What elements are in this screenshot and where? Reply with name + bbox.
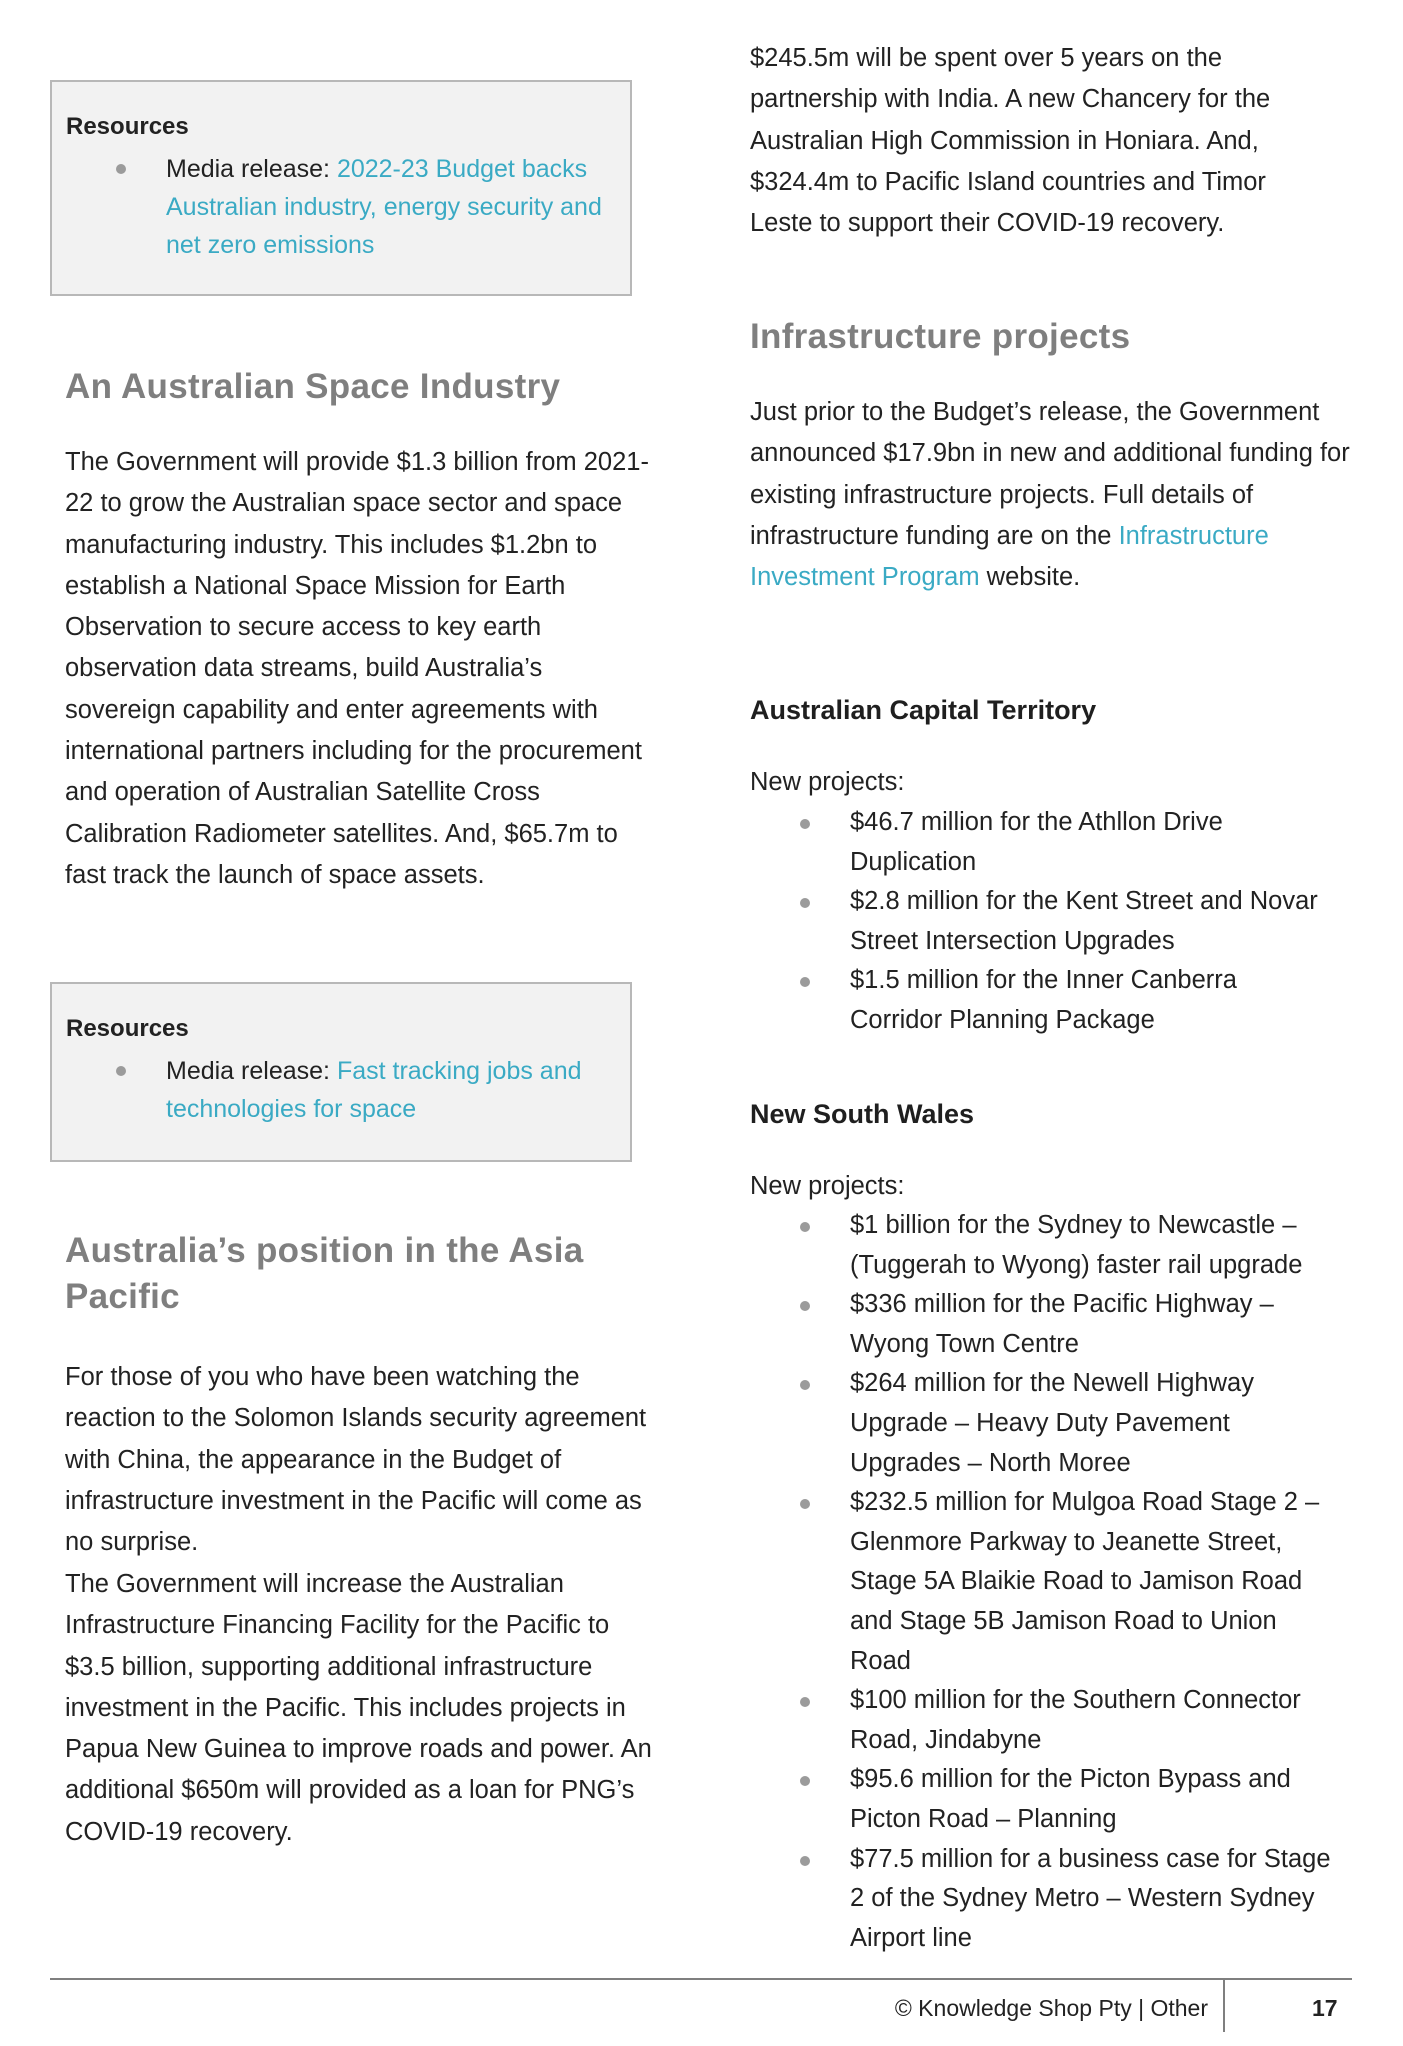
list-item-text: $336 million for the Pacific Highway – Wyong Town Centre [850,1290,1274,1358]
asia-pacific-body-1: For those of you who have been watching the reaction to the Solomon Islands security agreement with China, the appearance in the Budget of infrastructure investment in the Pacific will come as no surprise. [65,1363,647,1557]
bullet-icon [800,1499,810,1509]
nsw-project-list [750,1206,1335,1958]
list-item-text: $100 million for the Southern Connector Road, Jindabyne [850,1686,1301,1754]
bullet-icon [800,977,810,987]
footer-rule [50,1978,1352,1980]
list-item [750,1840,1335,1959]
media-release-prefix: Media release: [166,155,337,183]
list-item-text: $95.6 million for the Picton Bypass and Picton Road – Planning [850,1765,1291,1833]
infrastructure-investment-program-link[interactable]: Infrastructure Investment Program [750,521,1269,592]
infrastructure-body-text: Just prior to the Budget’s release, the Government announced $17.9bn in new and additional funding for existing infrastructure projects. Full details of infrastructure funding are on the [750,398,1350,550]
nsw-heading: New South Wales [750,1099,975,1129]
resources-list [66,1052,616,1128]
footer-divider [1223,1980,1225,2032]
footer-copyright: © Knowledge Shop Pty | Other [894,1995,1208,2021]
list-item [750,1483,1335,1681]
nsw-new-projects-label: New projects: [750,1172,905,1200]
resources-title: Resources [66,1015,189,1042]
act-new-projects-label: New projects: [750,768,905,796]
infrastructure-heading: Infrastructure projects [750,317,1131,356]
list-item-text: $1 billion for the Sydney to Newcastle – (Tuggerah to Wyong) faster rail upgrade [850,1211,1303,1279]
media-release-prefix: Media release: [166,1057,337,1085]
asia-pacific-heading: Australia’s position in the Asia Pacific [65,1231,584,1316]
infrastructure-body-end: website. [979,563,1081,592]
list-item [750,1364,1335,1483]
list-item [750,1285,1335,1364]
bullet-icon [116,1066,126,1076]
list-item [750,1206,1335,1285]
list-item-text: $1.5 million for the Inner Canberra Corridor Planning Package [850,966,1237,1034]
bullet-icon [800,819,810,829]
bullet-icon [800,1301,810,1311]
bullet-icon [800,1776,810,1786]
list-item-text: $232.5 million for Mulgoa Road Stage 2 – Glenmore Parkway to Jeanette Street, Stage 5A Blaikie Road to Jamison Road and Stage 5B Jamison Road to Union Road [850,1488,1320,1675]
bullet-icon [116,164,126,174]
resources-list [66,150,616,264]
infrastructure-body [750,392,1355,598]
bullet-icon [800,1856,810,1866]
list-item [750,961,1335,1040]
space-industry-heading: An Australian Space Industry [65,367,561,406]
space-media-release-link[interactable]: Fast tracking jobs and technologies for space [166,1057,582,1123]
bullet-icon [800,1380,810,1390]
page-number: 17 [1312,1995,1338,2021]
resources-title: Resources [66,113,189,140]
space-industry-body: The Government will provide $1.3 billion from 2021-22 to grow the Australian space sector and space manufacturing industry. This includes $1.2bn to establish a National Space Mission for Earth Observation to secure access to key earth observation data streams, build Australia’s sovereign capability and enter agreements with international partners including for the procurement and operation of Australian Satellite Cross Calibration Radiometer satellites. And, $65.7m to fast track the launch of space assets. [65,448,649,889]
list-item-text: $264 million for the Newell Highway Upgrade – Heavy Duty Pavement Upgrades – North Moree [850,1369,1254,1477]
act-heading: Australian Capital Territory [750,695,1097,725]
list-item-text: $2.8 million for the Kent Street and Novar Street Intersection Upgrades [850,887,1318,955]
list-item [66,1052,616,1128]
asia-pacific-body-2: The Government will increase the Australian Infrastructure Financing Facility for the Pacific to $3.5 billion, supporting additional infrastructure investment in the Pacific. This includes projects in Papua New Guinea to improve roads and power. An additional $650m will provided as a loan for PNG’s COVID-19 recovery. [65,1570,652,1846]
act-project-list [750,803,1335,1041]
list-item [750,882,1335,961]
resources-box-space [50,982,632,1162]
list-item [750,803,1335,882]
bullet-icon [800,898,810,908]
budget-media-release-link[interactable]: 2022-23 Budget backs Australian industry, energy security and net zero emissions [166,155,602,259]
bullet-icon [800,1697,810,1707]
list-item [750,1760,1335,1839]
bullet-icon [800,1222,810,1232]
resources-box-budget [50,80,632,296]
list-item-text: $77.5 million for a business case for Stage 2 of the Sydney Metro – Western Sydney Airport line [850,1844,1331,1952]
list-item-text: $46.7 million for the Athllon Drive Duplication [850,808,1223,876]
list-item [66,150,616,264]
list-item [750,1681,1335,1760]
india-partnership-para: $245.5m will be spent over 5 years on the partnership with India. A new Chancery for the Australian High Commission in Honiara. And, $324.4m to Pacific Island countries and Timor Leste to support their COVID-19 recovery. [750,44,1271,238]
